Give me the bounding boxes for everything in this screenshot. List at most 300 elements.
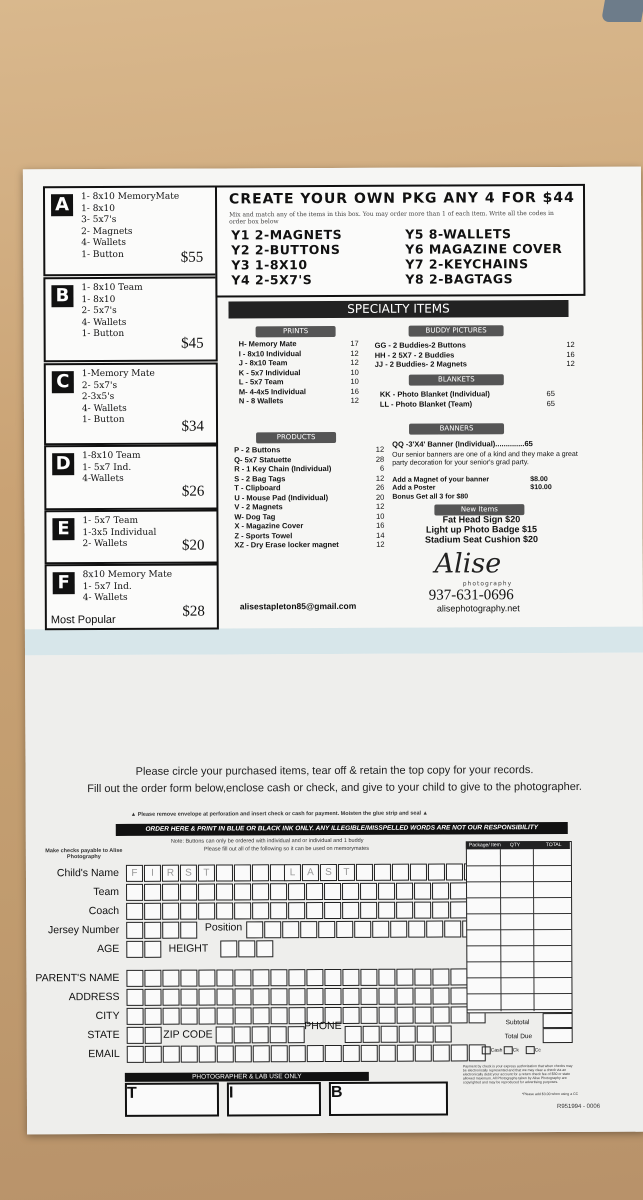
letter-box[interactable] — [433, 1006, 450, 1023]
letter-box[interactable] — [374, 864, 391, 881]
letter-box[interactable] — [252, 864, 269, 881]
letter-box[interactable] — [396, 902, 413, 919]
package-item: 2-3x5's — [81, 391, 115, 403]
letter-box[interactable] — [450, 968, 467, 985]
letter-box[interactable] — [360, 969, 377, 986]
parent-name-boxes[interactable] — [126, 968, 486, 987]
letter-box[interactable] — [270, 969, 287, 986]
legal-text: Payment by check is your express authorization that when checks may be electronically represented and that we may clear a check via an electronically debit your account for a return check fee of $30 or state allowed maximum. All Photographs taken by Alise Photography are copyrighted and may be reproduced for advertising purposes. — [462, 1063, 573, 1085]
package-item: 1-8x10 Team — [82, 450, 141, 462]
package-items — [82, 369, 155, 427]
letter-box[interactable] — [378, 902, 395, 919]
letter-box[interactable] — [435, 1025, 452, 1042]
create-code: Y8 2-BAGTAGS — [405, 271, 514, 287]
letter-box[interactable] — [343, 1007, 360, 1024]
package-price: $28 — [182, 603, 205, 620]
letter-box[interactable] — [162, 970, 179, 987]
letter-box[interactable] — [270, 883, 287, 900]
letter-box[interactable] — [360, 988, 377, 1005]
package-item: 3- 5x7's — [81, 214, 117, 226]
letter-box[interactable] — [144, 884, 161, 901]
letter-box[interactable] — [180, 989, 197, 1006]
products-list — [234, 445, 384, 550]
item-price: 10 — [350, 376, 359, 386]
total-due-field[interactable] — [543, 1028, 573, 1043]
letter-box[interactable] — [324, 969, 341, 986]
banner-poster-price: $10.00 — [530, 484, 552, 492]
item-name: R - 1 Key Chain (Individual) — [234, 464, 332, 474]
letter-box[interactable] — [270, 988, 287, 1005]
letter-box[interactable] — [198, 903, 215, 920]
item-price: 12 — [376, 501, 385, 511]
letter-box[interactable] — [144, 970, 161, 987]
specialty-title: SPECIALTY ITEMS — [228, 300, 568, 318]
create-title: CREATE YOUR OWN PKG ANY 4 FOR $44 — [228, 189, 575, 208]
item-name: N - 8 Wallets — [238, 396, 284, 406]
letter-box[interactable] — [234, 988, 251, 1005]
package-item: 1- Button — [81, 328, 125, 340]
letter-box[interactable] — [342, 902, 359, 919]
letter-box[interactable] — [450, 882, 467, 899]
letter-box[interactable] — [451, 1006, 468, 1023]
letter-box[interactable] — [300, 921, 317, 938]
item-name: Z - Sports Towel — [234, 530, 293, 540]
letter-box[interactable] — [180, 903, 197, 920]
package-item: 2- 5x7's — [81, 305, 117, 317]
letter-box[interactable] — [378, 988, 395, 1005]
letter-box[interactable] — [252, 969, 269, 986]
letter-box[interactable] — [306, 969, 323, 986]
package-item: 4-Wallets — [82, 473, 124, 485]
letter-box[interactable] — [306, 902, 323, 919]
new-item: Stadium Seat Cushion $20 — [424, 534, 539, 545]
letter-box[interactable] — [288, 902, 305, 919]
letter-box[interactable] — [246, 921, 263, 938]
package-price: $26 — [181, 483, 205, 500]
package-item: 1- Button — [81, 249, 124, 260]
package-items — [82, 516, 156, 551]
pay-option-cash[interactable] — [482, 1046, 503, 1054]
letter-box[interactable] — [144, 922, 161, 939]
price-row — [239, 348, 359, 358]
package-f — [45, 564, 219, 631]
letter-box[interactable] — [361, 1045, 378, 1062]
letter-box[interactable] — [127, 1046, 144, 1063]
letter-box[interactable] — [451, 1044, 468, 1061]
pay-checkbox[interactable] — [482, 1046, 491, 1054]
subtotal-field[interactable] — [543, 1013, 573, 1028]
banner-poster: Add a Poster — [392, 484, 436, 492]
item-name: M- 4-4x5 Individual — [238, 386, 306, 396]
letter-box[interactable]: S — [180, 865, 197, 882]
letter-box[interactable] — [342, 988, 359, 1005]
letter-box[interactable] — [396, 969, 413, 986]
lab-letter-t: T — [126, 1084, 137, 1102]
letter-box[interactable] — [198, 970, 215, 987]
letter-box[interactable] — [220, 940, 237, 957]
letter-box[interactable]: L — [284, 864, 301, 881]
lab-letter-i: I — [228, 1084, 234, 1102]
letter-box[interactable] — [234, 864, 251, 881]
item-name: LL - Photo Blanket (Team) — [379, 398, 473, 409]
letter-box[interactable] — [127, 1008, 144, 1025]
order-items-table[interactable] — [466, 841, 573, 1013]
letter-box[interactable] — [306, 988, 323, 1005]
letter-box[interactable]: T — [198, 865, 215, 882]
letter-box[interactable] — [198, 884, 215, 901]
pay-option-cc[interactable] — [526, 1046, 541, 1054]
letter-box[interactable] — [216, 902, 233, 919]
pay-label: Cash — [490, 1047, 503, 1054]
buddy-label: BUDDY PICTURES — [409, 325, 504, 336]
blankets-label: BLANKETS — [409, 374, 504, 385]
item-price: 12 — [350, 395, 359, 405]
package-item: 4- Wallets — [81, 237, 127, 249]
lab-box-t[interactable] — [125, 1083, 219, 1117]
letter-box[interactable] — [361, 1007, 378, 1024]
item-price: 12 — [350, 357, 359, 367]
letter-box[interactable] — [145, 1046, 162, 1063]
letter-box[interactable] — [126, 989, 143, 1006]
price-row — [239, 358, 359, 368]
package-item: 4- Wallets — [82, 592, 128, 604]
letter-box[interactable] — [180, 884, 197, 901]
item-name: X - Magazine Cover — [234, 521, 304, 531]
label-state: STATE — [87, 1028, 120, 1042]
letter-box[interactable] — [379, 1045, 396, 1062]
state-boxes[interactable] — [127, 1027, 163, 1044]
zip-boxes[interactable] — [216, 1026, 306, 1043]
height-boxes[interactable] — [220, 940, 274, 957]
phone-number: 937-631-0696 — [428, 587, 514, 604]
letter-box[interactable] — [414, 969, 431, 986]
letter-box[interactable] — [432, 968, 449, 985]
item-price: 14 — [376, 530, 385, 540]
metal-clip — [601, 0, 643, 22]
letter-box[interactable] — [450, 901, 467, 918]
item-price: 12 — [566, 339, 575, 349]
banner-desc: Our senior banners are one of a kind and they make a great party decoration for your senior's grad party. — [392, 450, 578, 467]
letter-box[interactable] — [396, 883, 413, 900]
letter-box[interactable] — [307, 1045, 324, 1062]
letter-box[interactable] — [234, 969, 251, 986]
item-name: I - 8x10 Individual — [238, 348, 302, 358]
price-row — [239, 367, 359, 377]
letter-box[interactable] — [432, 883, 449, 900]
letter-box[interactable] — [356, 864, 373, 881]
item-name: W- Dog Tag — [234, 511, 276, 521]
letter-box[interactable] — [392, 864, 409, 881]
letter-box[interactable] — [399, 1026, 416, 1043]
letter-box[interactable] — [397, 1007, 414, 1024]
package-items — [81, 283, 143, 341]
letter-box[interactable] — [163, 1008, 180, 1025]
package-item: 2- 5x7's — [81, 380, 118, 391]
letter-box[interactable] — [446, 863, 463, 880]
label-jersey: Jersey Number — [47, 923, 120, 937]
order-here-bar: ORDER HERE & PRINT IN BLUE OR BLACK INK ONLY. ANY ILLEGIBLE/MISSPELLED WORDS ARE NOT OUR RESPONSIBILITY — [116, 822, 568, 836]
letter-box[interactable] — [163, 1046, 180, 1063]
letter-box[interactable] — [360, 902, 377, 919]
letter-box[interactable]: I — [144, 865, 161, 882]
letter-box[interactable]: T — [338, 864, 355, 881]
letter-box[interactable] — [378, 883, 395, 900]
label-zip: ZIP CODE — [163, 1028, 213, 1041]
letter-box[interactable] — [126, 941, 143, 958]
letter-box[interactable] — [127, 1027, 144, 1044]
lab-box-b[interactable] — [329, 1082, 448, 1117]
package-items — [82, 451, 141, 486]
package-item: 2- Wallets — [82, 538, 128, 550]
label-phone: PHONE — [304, 1019, 342, 1033]
products-label: PRODUCTS — [256, 432, 336, 443]
letter-box[interactable] — [252, 988, 269, 1005]
letter-box[interactable] — [372, 921, 389, 938]
package-item: 1- 5x7 Team — [82, 515, 139, 527]
letter-box[interactable] — [145, 1008, 162, 1025]
package-b — [43, 277, 217, 363]
package-item: 8x10 Memory Mate — [82, 569, 173, 581]
letter-box[interactable] — [216, 988, 233, 1005]
letter-box[interactable] — [126, 922, 143, 939]
label-child: Child's Name — [56, 866, 119, 880]
letter-box[interactable] — [256, 940, 273, 957]
letter-box[interactable] — [252, 902, 269, 919]
letter-box[interactable] — [417, 1026, 434, 1043]
letter-box[interactable] — [270, 1026, 287, 1043]
letter-box[interactable] — [216, 864, 233, 881]
letter-box[interactable] — [444, 920, 461, 937]
letter-box[interactable] — [235, 1045, 252, 1062]
table-header-cell: QTY — [509, 842, 521, 849]
letter-box[interactable] — [199, 1008, 216, 1025]
child-first-name-boxes[interactable] — [126, 864, 288, 882]
package-letter: B — [51, 285, 73, 307]
letter-box[interactable] — [354, 921, 371, 938]
item-name: J - 8x10 Team — [238, 358, 288, 368]
item-price: 16 — [350, 386, 359, 396]
price-row — [239, 386, 359, 396]
letter-box[interactable] — [253, 1045, 270, 1062]
letter-box[interactable] — [162, 903, 179, 920]
create-code: Y1 2-MAGNETS — [231, 226, 343, 243]
letter-box[interactable] — [234, 1026, 251, 1043]
letter-box[interactable] — [198, 989, 215, 1006]
package-price: $55 — [180, 249, 204, 266]
letter-box[interactable] — [217, 1045, 234, 1062]
package-item: 1- 8x10 MemoryMate — [80, 191, 180, 203]
lab-letter-b: B — [330, 1083, 343, 1102]
label-position: Position — [204, 921, 243, 934]
letter-box[interactable]: S — [320, 864, 337, 881]
letter-box[interactable] — [432, 987, 449, 1004]
letter-box[interactable] — [271, 1007, 288, 1024]
letter-box[interactable] — [288, 883, 305, 900]
letter-box[interactable] — [345, 1026, 362, 1043]
total-due-label: Total Due — [504, 1033, 533, 1041]
item-price: 26 — [375, 482, 385, 492]
create-codes-left — [231, 227, 342, 287]
letter-box[interactable] — [360, 883, 377, 900]
letter-box[interactable] — [396, 988, 413, 1005]
letter-box[interactable] — [253, 1007, 270, 1024]
letter-box[interactable] — [216, 969, 233, 986]
item-price: 12 — [566, 358, 575, 368]
letter-box[interactable] — [181, 1046, 198, 1063]
letter-box[interactable] — [234, 902, 251, 919]
letter-box[interactable] — [216, 883, 233, 900]
child-last-name-boxes[interactable] — [284, 863, 482, 881]
price-row — [239, 396, 359, 406]
item-price: 20 — [375, 492, 385, 502]
new-items-label: New Items — [434, 504, 524, 515]
letter-box[interactable] — [325, 1045, 342, 1062]
letter-box[interactable] — [379, 1007, 396, 1024]
letter-box[interactable] — [342, 883, 359, 900]
item-name: K - 5x7 Individual — [238, 367, 301, 377]
letter-box[interactable] — [342, 969, 359, 986]
letter-box[interactable] — [234, 883, 251, 900]
letter-box[interactable] — [433, 1044, 450, 1061]
letter-box[interactable] — [126, 903, 143, 920]
package-price: $34 — [181, 418, 205, 435]
instruction-line-1: Please circle your purchased items, tear off & retain the top copy for your records. — [135, 764, 534, 778]
letter-box[interactable] — [432, 902, 449, 919]
item-price: 17 — [350, 338, 359, 348]
item-name: U - Mouse Pad (Individual) — [234, 492, 329, 502]
table-header-cell: Package/ Item — [468, 842, 501, 849]
letter-box[interactable] — [126, 884, 143, 901]
letter-box[interactable] — [408, 921, 425, 938]
item-price: 12 — [375, 444, 385, 454]
pay-checkbox[interactable] — [526, 1046, 535, 1054]
letter-box[interactable] — [145, 1027, 162, 1044]
letter-box[interactable] — [288, 969, 305, 986]
lab-box-i[interactable] — [227, 1082, 321, 1116]
package-item: 4- Wallets — [81, 403, 127, 414]
item-name: P - 2 Buttons — [234, 445, 281, 455]
letter-box[interactable] — [126, 970, 143, 987]
letter-box[interactable] — [324, 988, 341, 1005]
letter-box[interactable]: F — [126, 865, 143, 882]
position-boxes[interactable] — [246, 920, 480, 938]
prints-label: PRINTS — [256, 326, 336, 337]
letter-box[interactable] — [181, 1008, 198, 1025]
phone-boxes[interactable] — [345, 1025, 453, 1042]
letter-box[interactable] — [252, 1026, 269, 1043]
price-row — [239, 377, 359, 387]
coach-boxes[interactable] — [126, 901, 486, 920]
new-items-list — [391, 514, 571, 545]
letter-box[interactable] — [199, 1046, 216, 1063]
item-name: H- Memory Mate — [238, 339, 297, 349]
letter-box[interactable] — [252, 883, 269, 900]
prints-list — [239, 339, 359, 406]
item-price: 12 — [375, 473, 385, 483]
letter-box[interactable] — [306, 883, 323, 900]
letter-box[interactable] — [397, 1045, 414, 1062]
pay-checkbox[interactable] — [504, 1046, 513, 1054]
letter-box[interactable] — [235, 1007, 252, 1024]
letter-box[interactable] — [450, 987, 467, 1004]
form-id: R951994 - 0006 — [556, 1103, 601, 1111]
new-item: Fat Head Sign $20 — [442, 514, 521, 525]
email-boxes[interactable] — [127, 1044, 487, 1063]
letter-box[interactable] — [414, 988, 431, 1005]
letter-box[interactable] — [336, 921, 353, 938]
banners-label: BANNERS — [409, 423, 504, 434]
letter-box[interactable]: R — [162, 865, 179, 882]
subtotal-label: Subtotal — [505, 1019, 530, 1027]
letter-box[interactable] — [288, 988, 305, 1005]
letter-box[interactable] — [271, 1045, 288, 1062]
letter-box[interactable] — [426, 921, 443, 938]
letter-box[interactable] — [324, 902, 341, 919]
package-item: 1- 5x7 Ind. — [82, 581, 132, 592]
price-row — [380, 399, 555, 409]
perforation-band — [25, 627, 643, 656]
letter-box[interactable] — [282, 921, 299, 938]
buddy-list — [375, 340, 575, 369]
package-item: 1-Memory Mate — [81, 368, 155, 380]
package-d — [44, 445, 218, 511]
letter-box[interactable] — [381, 1026, 398, 1043]
buttons-note: Note: Buttons can only be ordered with individual and or individual and 1 buddy — [170, 837, 364, 845]
letter-box[interactable] — [414, 883, 431, 900]
letter-box[interactable]: A — [302, 864, 319, 881]
letter-box[interactable] — [415, 1045, 432, 1062]
team-boxes[interactable] — [126, 882, 486, 901]
website: alisephotography.net — [436, 603, 520, 614]
letter-box[interactable] — [415, 1007, 432, 1024]
label-age: AGE — [97, 942, 120, 956]
letter-box[interactable] — [144, 903, 161, 920]
item-price: 6 — [380, 463, 385, 473]
letter-box[interactable] — [363, 1026, 380, 1043]
letter-box[interactable] — [217, 1007, 234, 1024]
label-parent: PARENT'S NAME — [35, 971, 120, 985]
letter-box[interactable] — [289, 1045, 306, 1062]
letter-box[interactable] — [270, 902, 287, 919]
letter-box[interactable] — [162, 884, 179, 901]
package-item: 2- Magnets — [81, 226, 133, 237]
envelope-note: ▲ Please remove envelope at perforation and insert check or cash for payment. Moisten the glue strip and seal ▲ — [130, 810, 429, 818]
address-boxes[interactable] — [126, 987, 486, 1006]
package-price: $20 — [182, 537, 205, 554]
letter-box[interactable] — [390, 921, 407, 938]
table-header-cell: TOTAL — [545, 842, 562, 849]
letter-box[interactable] — [378, 969, 395, 986]
package-item: 1- 8x10 Team — [81, 282, 143, 294]
letter-box[interactable] — [343, 1045, 360, 1062]
label-city: CITY — [95, 1009, 120, 1023]
letter-box[interactable] — [180, 970, 197, 987]
letter-box[interactable] — [238, 940, 255, 957]
pay-option-ck[interactable] — [504, 1046, 519, 1054]
letter-box[interactable] — [264, 921, 281, 938]
letter-box[interactable] — [428, 864, 445, 881]
letter-box[interactable] — [410, 864, 427, 881]
letter-box[interactable] — [318, 921, 335, 938]
letter-box[interactable] — [162, 989, 179, 1006]
create-code: Y5 8-WALLETS — [405, 226, 512, 242]
letter-box[interactable] — [144, 989, 161, 1006]
item-name: GG - 2 Buddies-2 Buttons — [374, 340, 466, 350]
letter-box[interactable] — [324, 883, 341, 900]
letter-box[interactable] — [216, 1026, 233, 1043]
package-item: 1- 5x7 Ind. — [82, 462, 132, 473]
letter-box[interactable] — [414, 902, 431, 919]
